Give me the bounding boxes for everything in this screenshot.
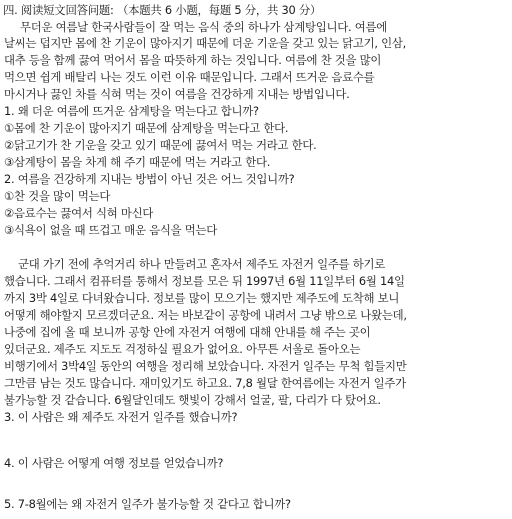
passage-1-line: 날씨는 덥지만 몸에 찬 기운이 많아지기 때문에 더운 기운을 갖고 있는 닭고기, 인삼, bbox=[4, 36, 407, 50]
passage-1-line: 무더운 여름날 한국사람들이 잘 먹는 음식 중의 하나가 삼계탕입니다. 여름에 bbox=[20, 20, 388, 34]
passage-2-line: 그만큼 남는 것도 많습니다. 재미있기도 하고요. 7,8 월달 한여름에는 자전거 일주가 bbox=[4, 376, 406, 390]
question-1-option-2: ②닭고기가 찬 기운을 갖고 있기 때문에 끓여서 먹는 거라고 한다. bbox=[4, 138, 317, 152]
passage-1-line: 마시거나 끓인 차를 식혀 먹는 것이 여름을 건강하게 지내는 방법입니다. bbox=[4, 87, 350, 101]
passage-2-line: 까지 3박 4일로 다녀왔습니다. 정보를 많이 모으기는 했지만 제주도에 도착해 보니 bbox=[4, 291, 400, 305]
question-5: 5. 7-8월에는 왜 자전거 일주가 불가능할 것 같다고 합니까? bbox=[4, 497, 291, 511]
question-2-option-2: ②음료수는 끓여서 식혀 마신다 bbox=[4, 206, 154, 220]
passage-2-line: 군대 가기 전에 추억거리 하나 만들려고 혼자서 제주도 자전거 일주를 하기로 bbox=[18, 257, 386, 271]
question-1-option-1: ①몸에 찬 기운이 많아지기 때문에 삼계탕을 먹는다고 한다. bbox=[4, 121, 289, 135]
question-2: 2. 여름을 건강하게 지내는 방법이 아닌 것은 어느 것입니까? bbox=[4, 172, 295, 186]
section-heading: 四. 阅读短文回答问题: （本题共 6 小题，每题 5 分，共 30 分） bbox=[3, 3, 322, 17]
passage-2-line: 했습니다. 그래서 컴퓨터를 통해서 정보를 모은 뒤 1997년 6월 11일부터 6월 14일 bbox=[4, 274, 405, 288]
passage-2-line: 불가능할 것 같습니다. 6월달인데도 햇빛이 강해서 얼굴, 팔, 다리가 다 탔어요. bbox=[4, 393, 381, 407]
question-3: 3. 이 사람은 왜 제주도 자전거 일주를 했습니까? bbox=[4, 410, 238, 424]
passage-2-line: 있더군요. 제주도 지도도 걱정하실 필요가 없어요. 아무튼 서울로 돌아오는 bbox=[4, 342, 361, 356]
passage-2-line: 어떻게 해야할지 모르겠더군요. 저는 바보같이 공항에 내려서 그냥 밖으로 나왔는데, bbox=[4, 308, 407, 322]
question-4: 4. 이 사람은 어떻게 여행 정보를 얻었습니까? bbox=[4, 456, 224, 470]
question-1-option-3: ③삼계탕이 몸을 차게 해 주기 때문에 먹는 거라고 한다. bbox=[4, 155, 271, 169]
question-2-option-1: ①찬 것을 많이 먹는다 bbox=[4, 189, 111, 203]
passage-2-line: 나중에 집에 올 때 보니까 공항 안에 자전거 여행에 대해 안내를 해 주는 곳이 bbox=[4, 325, 371, 339]
passage-2-line: 비행기에서 3박4일 동안의 여행을 정리해 보았습니다. 자전거 일주는 무척 힘들지만 bbox=[4, 359, 407, 373]
question-1: 1. 왜 더운 여름에 뜨거운 삼계탕을 먹는다고 합니까? bbox=[4, 104, 259, 118]
passage-1-line: 대추 등을 함께 끓여 먹어서 몸을 따뜻하게 하는 것입니다. 여름에 찬 것을 많이 bbox=[4, 53, 382, 67]
question-2-option-3: ③식욕이 없을 때 뜨겁고 매운 음식을 먹는다 bbox=[4, 223, 217, 237]
passage-1-line: 먹으면 쉽게 배탈리 나는 것도 이런 이유 때문입니다. 그래서 뜨거운 음료수를 bbox=[4, 70, 375, 84]
